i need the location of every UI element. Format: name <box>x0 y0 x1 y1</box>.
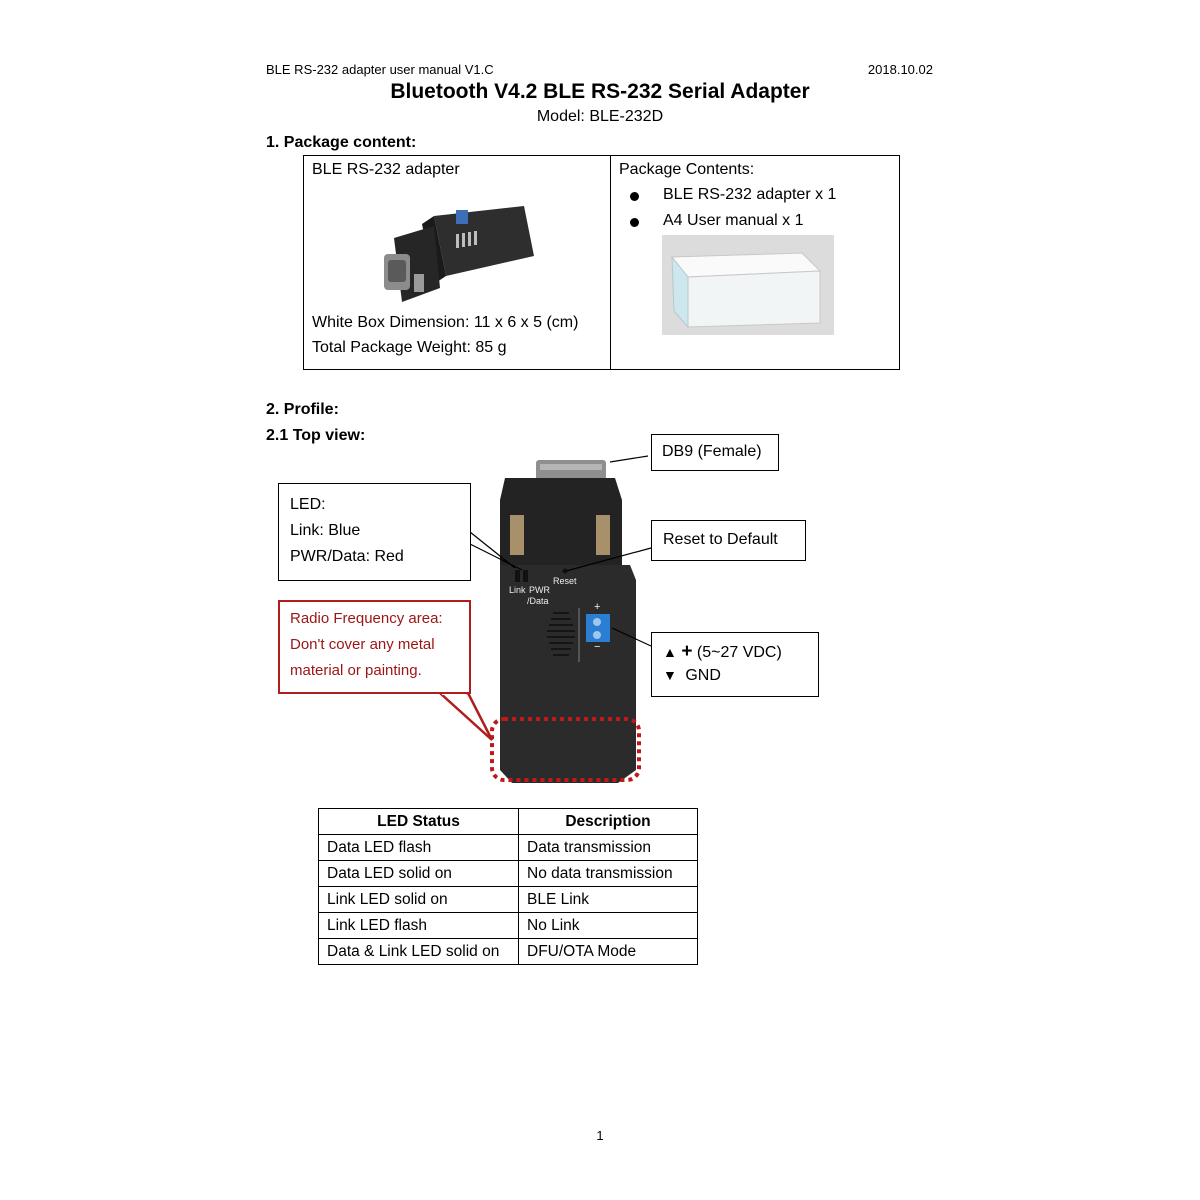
led-status-cell: Link LED flash <box>319 913 519 939</box>
description-cell: No data transmission <box>519 861 698 887</box>
reset-callout <box>651 520 806 561</box>
column-header-description: Description <box>519 809 698 835</box>
header-right: 2018.10.02 <box>867 62 933 77</box>
package-right-title: Package Contents: <box>619 161 755 178</box>
led-status-cell: Data LED flash <box>319 835 519 861</box>
package-weight: Total Package Weight: 85 g <box>312 339 507 356</box>
description-cell: BLE Link <box>519 887 698 913</box>
device-label-link: Link <box>509 585 526 595</box>
triangle-up-icon: ▲ <box>663 644 677 660</box>
rf-line-3: material or painting. <box>290 662 422 679</box>
table-row <box>319 835 698 861</box>
power-gnd-label: GND <box>685 667 721 684</box>
triangle-down-icon: ▼ <box>663 667 677 683</box>
page-number: 1 <box>596 1128 604 1143</box>
led-status-table <box>318 808 698 965</box>
device-label-reset: Reset <box>553 576 577 586</box>
table-row <box>319 861 698 887</box>
table-row <box>319 913 698 939</box>
rf-area-callout <box>278 600 471 694</box>
rf-line-2: Don't cover any metal <box>290 636 435 653</box>
plus-icon: + <box>681 641 693 662</box>
description-cell: No Link <box>519 913 698 939</box>
led-callout-link: Link: Blue <box>290 522 361 539</box>
document-subtitle: Model: BLE-232D <box>536 108 664 125</box>
device-label-minus: − <box>594 641 601 653</box>
led-callout-title: LED: <box>290 496 326 513</box>
led-callout-pwr: PWR/Data: Red <box>290 548 404 565</box>
power-callout <box>651 632 819 697</box>
header-left: BLE RS-232 adapter user manual V1.C <box>266 62 494 77</box>
table-row <box>319 939 698 965</box>
package-item-2: A4 User manual x 1 <box>663 212 804 229</box>
db9-label: DB9 (Female) <box>662 443 762 460</box>
led-status-cell: Data LED solid on <box>319 861 519 887</box>
description-cell: DFU/OTA Mode <box>519 939 698 965</box>
device-label-data: /Data <box>527 596 549 606</box>
led-status-cell: Link LED solid on <box>319 887 519 913</box>
package-item-1: BLE RS-232 adapter x 1 <box>663 186 837 203</box>
document-title: Bluetooth V4.2 BLE RS-232 Serial Adapter <box>390 80 810 103</box>
description-cell: Data transmission <box>519 835 698 861</box>
package-left-title: BLE RS-232 adapter <box>312 161 460 178</box>
device-label-plus: + <box>594 601 601 613</box>
rf-line-1: Radio Frequency area: <box>290 610 443 627</box>
device-label-pwr: PWR <box>529 585 550 595</box>
table-header-row <box>319 809 698 835</box>
section-2-1-heading: 2.1 Top view: <box>266 427 366 444</box>
led-callout <box>278 483 471 581</box>
section-1-heading: 1. Package content: <box>266 134 417 151</box>
db9-callout <box>651 434 779 471</box>
column-header-led-status: LED Status <box>319 809 519 835</box>
section-2-heading: 2. Profile: <box>266 401 339 418</box>
table-row <box>319 887 698 913</box>
box-dimension: White Box Dimension: 11 x 6 x 5 (cm) <box>312 314 579 331</box>
led-status-cell: Data & Link LED solid on <box>319 939 519 965</box>
reset-label: Reset to Default <box>663 531 778 548</box>
power-plus-label: (5~27 VDC) <box>696 644 782 661</box>
